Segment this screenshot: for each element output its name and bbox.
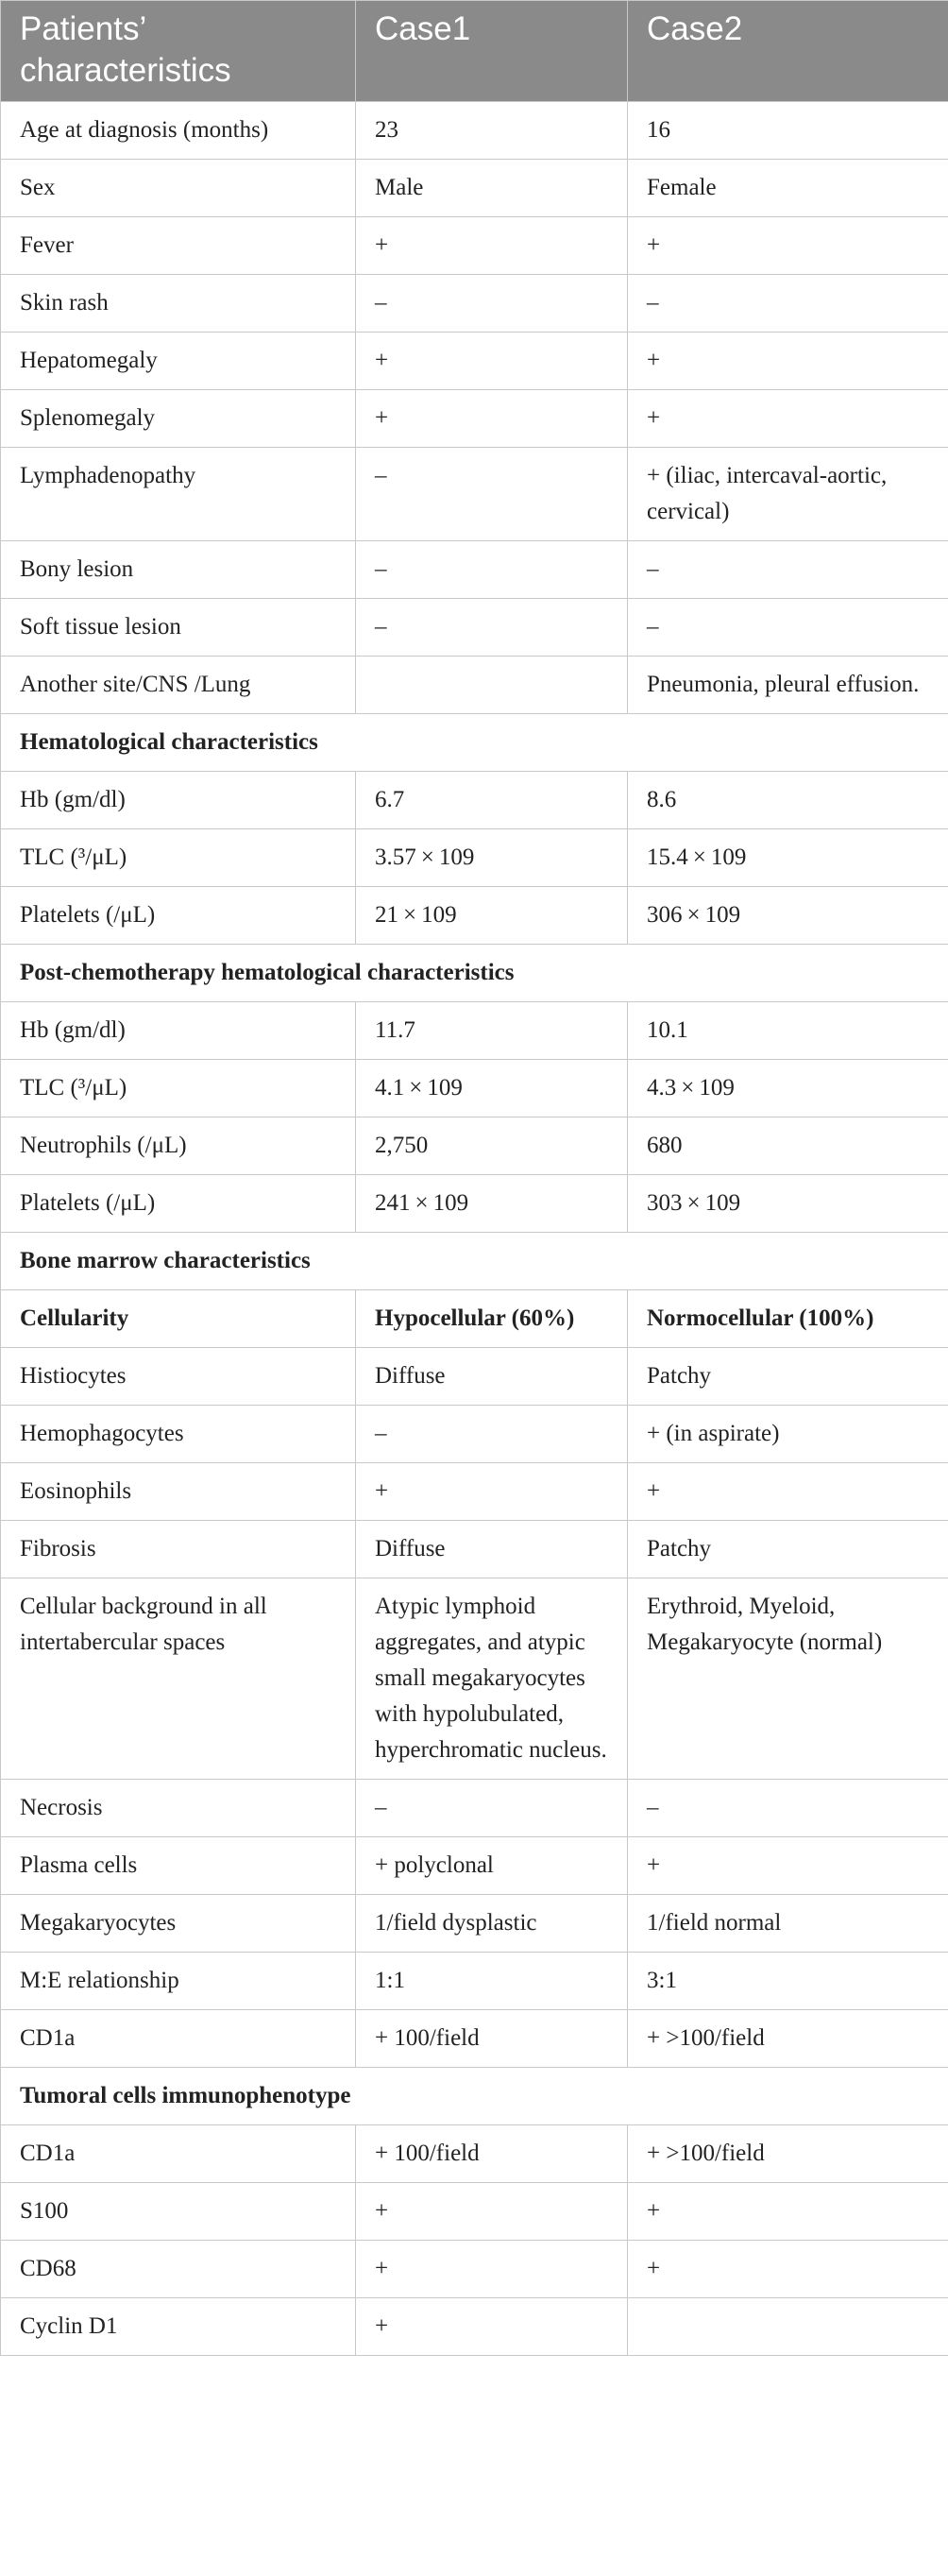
section-heading: Bone marrow characteristics xyxy=(1,1233,948,1290)
row-characteristic: TLC (³/μL) xyxy=(1,1060,356,1117)
case2-value: – xyxy=(628,599,948,657)
case2-value: Pneumonia, pleural effusion. xyxy=(628,657,948,714)
table-row xyxy=(1,1780,948,1837)
row-characteristic: Neutrophils (/μL) xyxy=(1,1117,356,1175)
case2-value: Normocellular (100%) xyxy=(628,1290,948,1348)
row-characteristic: Cellular background in all intertabercular spaces xyxy=(1,1578,356,1780)
header-case1: Case1 xyxy=(356,1,628,102)
section-heading: Post-chemotherapy hematological characteristics xyxy=(1,945,948,1002)
table-row xyxy=(1,1406,948,1463)
case1-value: + xyxy=(356,390,628,448)
table-row xyxy=(1,1837,948,1895)
table-row xyxy=(1,1060,948,1117)
case1-value: + xyxy=(356,217,628,275)
table-row xyxy=(1,2241,948,2298)
case2-value: Patchy xyxy=(628,1348,948,1406)
case1-value: Male xyxy=(356,160,628,217)
row-characteristic: Fever xyxy=(1,217,356,275)
table-row xyxy=(1,1002,948,1060)
table-row xyxy=(1,2125,948,2183)
row-characteristic: S100 xyxy=(1,2183,356,2241)
row-characteristic: Cyclin D1 xyxy=(1,2298,356,2356)
row-characteristic: Platelets (/μL) xyxy=(1,1175,356,1233)
case2-value: + (in aspirate) xyxy=(628,1406,948,1463)
table-row xyxy=(1,657,948,714)
section-row xyxy=(1,714,948,772)
case2-value: + xyxy=(628,1463,948,1521)
case1-value: Hypocellular (60%) xyxy=(356,1290,628,1348)
case2-value: 16 xyxy=(628,102,948,160)
case1-value: 1:1 xyxy=(356,1953,628,2010)
case2-value: – xyxy=(628,275,948,333)
table-row xyxy=(1,599,948,657)
row-characteristic: Skin rash xyxy=(1,275,356,333)
case1-value: Diffuse xyxy=(356,1521,628,1578)
case1-value: – xyxy=(356,448,628,541)
case2-value: + xyxy=(628,333,948,390)
table-row xyxy=(1,541,948,599)
row-characteristic: Megakaryocytes xyxy=(1,1895,356,1953)
case1-value: Atypic lymphoid aggregates, and atypic small megakaryocytes with hypolubulated, hyperchromatic nucleus. xyxy=(356,1578,628,1780)
table-row xyxy=(1,1895,948,1953)
section-row xyxy=(1,945,948,1002)
case2-value: – xyxy=(628,1780,948,1837)
case1-value: – xyxy=(356,275,628,333)
table-row xyxy=(1,160,948,217)
case1-value: + polyclonal xyxy=(356,1837,628,1895)
case2-value: + xyxy=(628,1837,948,1895)
table-row xyxy=(1,2298,948,2356)
case1-value: + 100/field xyxy=(356,2010,628,2068)
row-characteristic: Necrosis xyxy=(1,1780,356,1837)
section-row xyxy=(1,1233,948,1290)
table-row xyxy=(1,887,948,945)
table-row xyxy=(1,829,948,887)
case2-value: + (iliac, intercaval-aortic, cervical) xyxy=(628,448,948,541)
case2-value: 306 × 109 xyxy=(628,887,948,945)
table-row xyxy=(1,1463,948,1521)
row-characteristic: Sex xyxy=(1,160,356,217)
table-row xyxy=(1,217,948,275)
row-characteristic: Hb (gm/dl) xyxy=(1,772,356,829)
row-characteristic: Age at diagnosis (months) xyxy=(1,102,356,160)
table-row xyxy=(1,102,948,160)
row-characteristic: Splenomegaly xyxy=(1,390,356,448)
section-row xyxy=(1,2068,948,2125)
table-body xyxy=(1,102,948,2356)
case1-value: 11.7 xyxy=(356,1002,628,1060)
case2-value: + xyxy=(628,2241,948,2298)
case2-value: 15.4 × 109 xyxy=(628,829,948,887)
case1-value: 241 × 109 xyxy=(356,1175,628,1233)
case2-value: Erythroid, Myeloid, Megakaryocyte (normal) xyxy=(628,1578,948,1780)
case2-value: + xyxy=(628,217,948,275)
case1-value: 23 xyxy=(356,102,628,160)
case1-value xyxy=(356,657,628,714)
section-heading: Tumoral cells immunophenotype xyxy=(1,2068,948,2125)
case1-value: 21 × 109 xyxy=(356,887,628,945)
case1-value: 4.1 × 109 xyxy=(356,1060,628,1117)
case2-value: 680 xyxy=(628,1117,948,1175)
case1-value: + xyxy=(356,2241,628,2298)
case1-value: + 100/field xyxy=(356,2125,628,2183)
table-row xyxy=(1,448,948,541)
table-row xyxy=(1,1117,948,1175)
table-row xyxy=(1,275,948,333)
row-characteristic: Eosinophils xyxy=(1,1463,356,1521)
row-characteristic: CD1a xyxy=(1,2125,356,2183)
row-characteristic: Hepatomegaly xyxy=(1,333,356,390)
case1-value: + xyxy=(356,333,628,390)
row-characteristic: Plasma cells xyxy=(1,1837,356,1895)
case2-value: + xyxy=(628,390,948,448)
table-row xyxy=(1,1175,948,1233)
case1-value: + xyxy=(356,2298,628,2356)
row-characteristic: Fibrosis xyxy=(1,1521,356,1578)
row-characteristic: Bony lesion xyxy=(1,541,356,599)
case1-value: 2,750 xyxy=(356,1117,628,1175)
case2-value: 4.3 × 109 xyxy=(628,1060,948,1117)
case1-value: 1/field dysplastic xyxy=(356,1895,628,1953)
header-row xyxy=(1,1,948,102)
case2-value: + >100/field xyxy=(628,2125,948,2183)
table-row xyxy=(1,1521,948,1578)
table-row xyxy=(1,1578,948,1780)
row-characteristic: Hemophagocytes xyxy=(1,1406,356,1463)
case2-value: + >100/field xyxy=(628,2010,948,2068)
row-characteristic: Hb (gm/dl) xyxy=(1,1002,356,1060)
case2-value: – xyxy=(628,541,948,599)
case2-value xyxy=(628,2298,948,2356)
case2-value: 303 × 109 xyxy=(628,1175,948,1233)
table-header xyxy=(1,1,948,102)
row-characteristic: CD68 xyxy=(1,2241,356,2298)
table-row xyxy=(1,2010,948,2068)
case2-value: 3:1 xyxy=(628,1953,948,2010)
table-row xyxy=(1,390,948,448)
section-heading: Hematological characteristics xyxy=(1,714,948,772)
table-row xyxy=(1,2183,948,2241)
row-characteristic: Soft tissue lesion xyxy=(1,599,356,657)
case1-value: Diffuse xyxy=(356,1348,628,1406)
header-case2: Case2 xyxy=(628,1,948,102)
table-row xyxy=(1,1953,948,2010)
case2-value: + xyxy=(628,2183,948,2241)
case1-value: – xyxy=(356,1780,628,1837)
case2-value: 1/field normal xyxy=(628,1895,948,1953)
row-characteristic: Histiocytes xyxy=(1,1348,356,1406)
row-characteristic: CD1a xyxy=(1,2010,356,2068)
case1-value: + xyxy=(356,1463,628,1521)
table-row xyxy=(1,1290,948,1348)
row-characteristic: Cellularity xyxy=(1,1290,356,1348)
header-characteristics: Patients’ characteristics xyxy=(1,1,356,102)
table-row xyxy=(1,333,948,390)
case2-value: 10.1 xyxy=(628,1002,948,1060)
table-row xyxy=(1,1348,948,1406)
case2-value: Patchy xyxy=(628,1521,948,1578)
row-characteristic: Platelets (/μL) xyxy=(1,887,356,945)
case2-value: Female xyxy=(628,160,948,217)
row-characteristic: Lymphadenopathy xyxy=(1,448,356,541)
case1-value: – xyxy=(356,1406,628,1463)
case1-value: – xyxy=(356,541,628,599)
row-characteristic: TLC (³/μL) xyxy=(1,829,356,887)
table-row xyxy=(1,772,948,829)
case1-value: 6.7 xyxy=(356,772,628,829)
case2-value: 8.6 xyxy=(628,772,948,829)
case1-value: – xyxy=(356,599,628,657)
case1-value: + xyxy=(356,2183,628,2241)
case1-value: 3.57 × 109 xyxy=(356,829,628,887)
row-characteristic: Another site/CNS /Lung xyxy=(1,657,356,714)
row-characteristic: M:E relationship xyxy=(1,1953,356,2010)
